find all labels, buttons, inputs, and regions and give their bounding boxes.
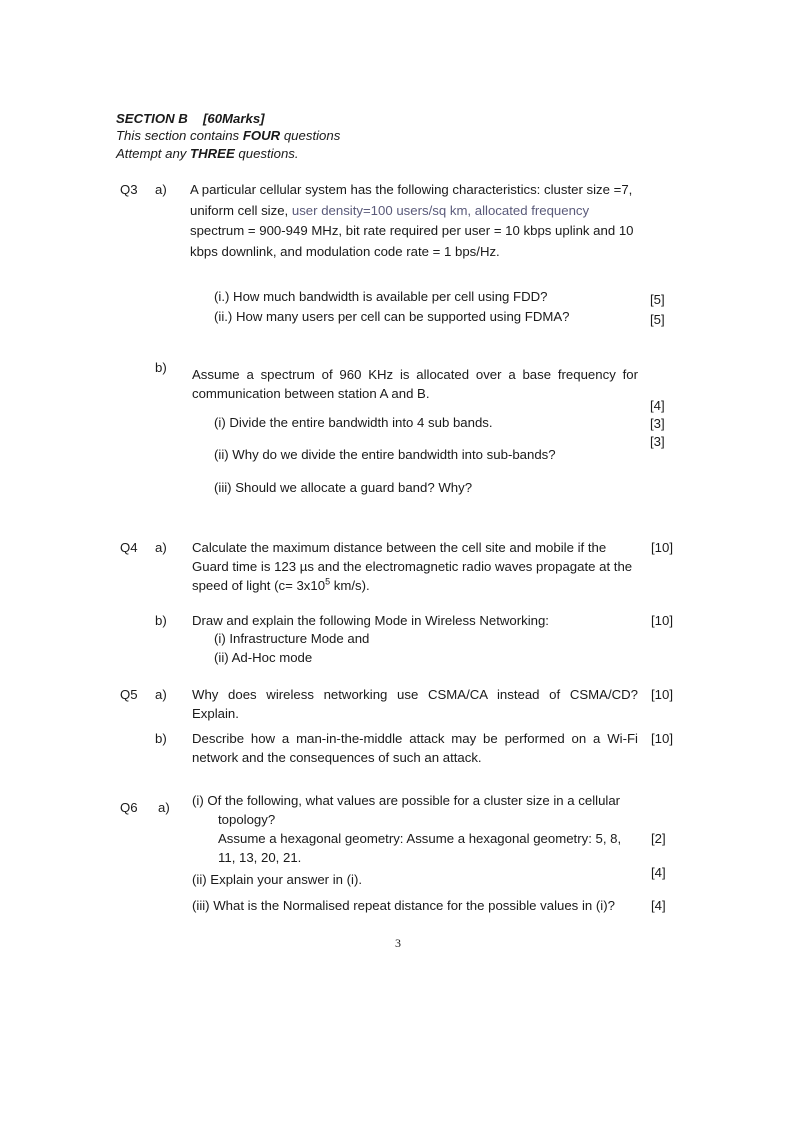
section-instruction-1: This section contains FOUR questions xyxy=(116,128,341,143)
q6a-sub-iii: (iii) What is the Normalised repeat distance for the possible values in (i)? xyxy=(192,898,615,913)
q6a-sub-ii-marks: [4] xyxy=(651,865,666,880)
q4a-label: a) xyxy=(155,540,167,555)
q3a-sub-ii: (ii.) How many users per cell can be supported using FDMA? xyxy=(214,309,570,324)
q3b-sub-i: (i) Divide the entire bandwidth into 4 sub bands. xyxy=(214,415,493,430)
q6a-sub-iii-marks: [4] xyxy=(651,898,666,913)
q3a-sub-ii-marks: [5] xyxy=(650,312,665,327)
q3a-sub-i: (i.) How much bandwidth is available per cell using FDD? xyxy=(214,289,548,304)
q3b-sub-iii: (iii) Should we allocate a guard band? Why? xyxy=(214,480,473,495)
page-number: 3 xyxy=(395,936,401,950)
q5b-label: b) xyxy=(155,731,167,746)
q3b-sub-ii: (ii) Why do we divide the entire bandwidth into sub-bands? xyxy=(214,447,556,462)
q4b-sub-ii: (ii) Ad-Hoc mode xyxy=(214,650,313,665)
q3a-sub-i-marks: [5] xyxy=(650,292,665,307)
q3b-marks-3: [3] xyxy=(650,434,665,449)
section-instruction-2: Attempt any THREE questions. xyxy=(116,146,299,161)
q4b-marks: [10] xyxy=(651,613,673,628)
q3b-label: b) xyxy=(155,360,167,375)
q4a-text: Calculate the maximum distance between the cell site and mobile if the Guard time is 123 µs and the electromagnetic radio waves propagate at the speed of light ($c= 3x10^5$ km/s). xyxy=(192,540,633,593)
q4b-text: Draw and explain the following Mode in Wireless Networking: xyxy=(192,613,549,628)
q6a-sub-i-detail: Assume a hexagonal geometry: Assume a hexagonal geometry: 5, 8, 11, 13, 20, 21. xyxy=(218,831,622,865)
q4a-marks: [10] xyxy=(651,540,673,555)
question-number-q3: Q3 xyxy=(120,182,138,197)
q6a-sub-ii: (ii) Explain your answer in (i). xyxy=(192,872,363,887)
q5b-marks: [10] xyxy=(651,731,673,746)
q3a-text: A particular cellular system has the following characteristics: cluster size =7, uniform cell size, user density=100 users/sq km, allocated frequency spectrum = 900-949 MHz, bit rate required per user = 10 kbps uplink and 10 kbps downlink, and modulation code rate = 1 bps/Hz. xyxy=(190,182,634,259)
q5a-text: Why does wireless networking use CSMA/CA instead of CSMA/CD? Explain. xyxy=(192,687,638,721)
q4b-label: b) xyxy=(155,613,167,628)
section-title: SECTION B xyxy=(116,111,188,126)
q4b-sub-i: (i) Infrastructure Mode and xyxy=(214,631,370,646)
q5b-text: Describe how a man-in-the-middle attack may be performed on a Wi-Fi network and the consequences of such an attack. xyxy=(192,731,638,765)
q6a-sub-i: (i) Of the following, what values are possible for a cluster size in a cellular topology? xyxy=(192,793,621,827)
q3b-marks-1: [4] xyxy=(650,398,665,413)
q6a-sub-i-marks: [2] xyxy=(651,831,666,846)
q3b-marks-2: [3] xyxy=(650,416,665,431)
q6a-label: a) xyxy=(158,800,170,815)
q3b-text: Assume a spectrum of 960 KHz is allocated over a base frequency for communication between station A and B. xyxy=(192,367,638,401)
section-marks: [60Marks] xyxy=(203,111,265,126)
question-number-q4: Q4 xyxy=(120,540,138,555)
q5a-label: a) xyxy=(155,687,167,702)
question-number-q6: Q6 xyxy=(120,800,138,815)
question-number-q5: Q5 xyxy=(120,687,138,702)
q5a-marks: [10] xyxy=(651,687,673,702)
q3a-label: a) xyxy=(155,182,167,197)
